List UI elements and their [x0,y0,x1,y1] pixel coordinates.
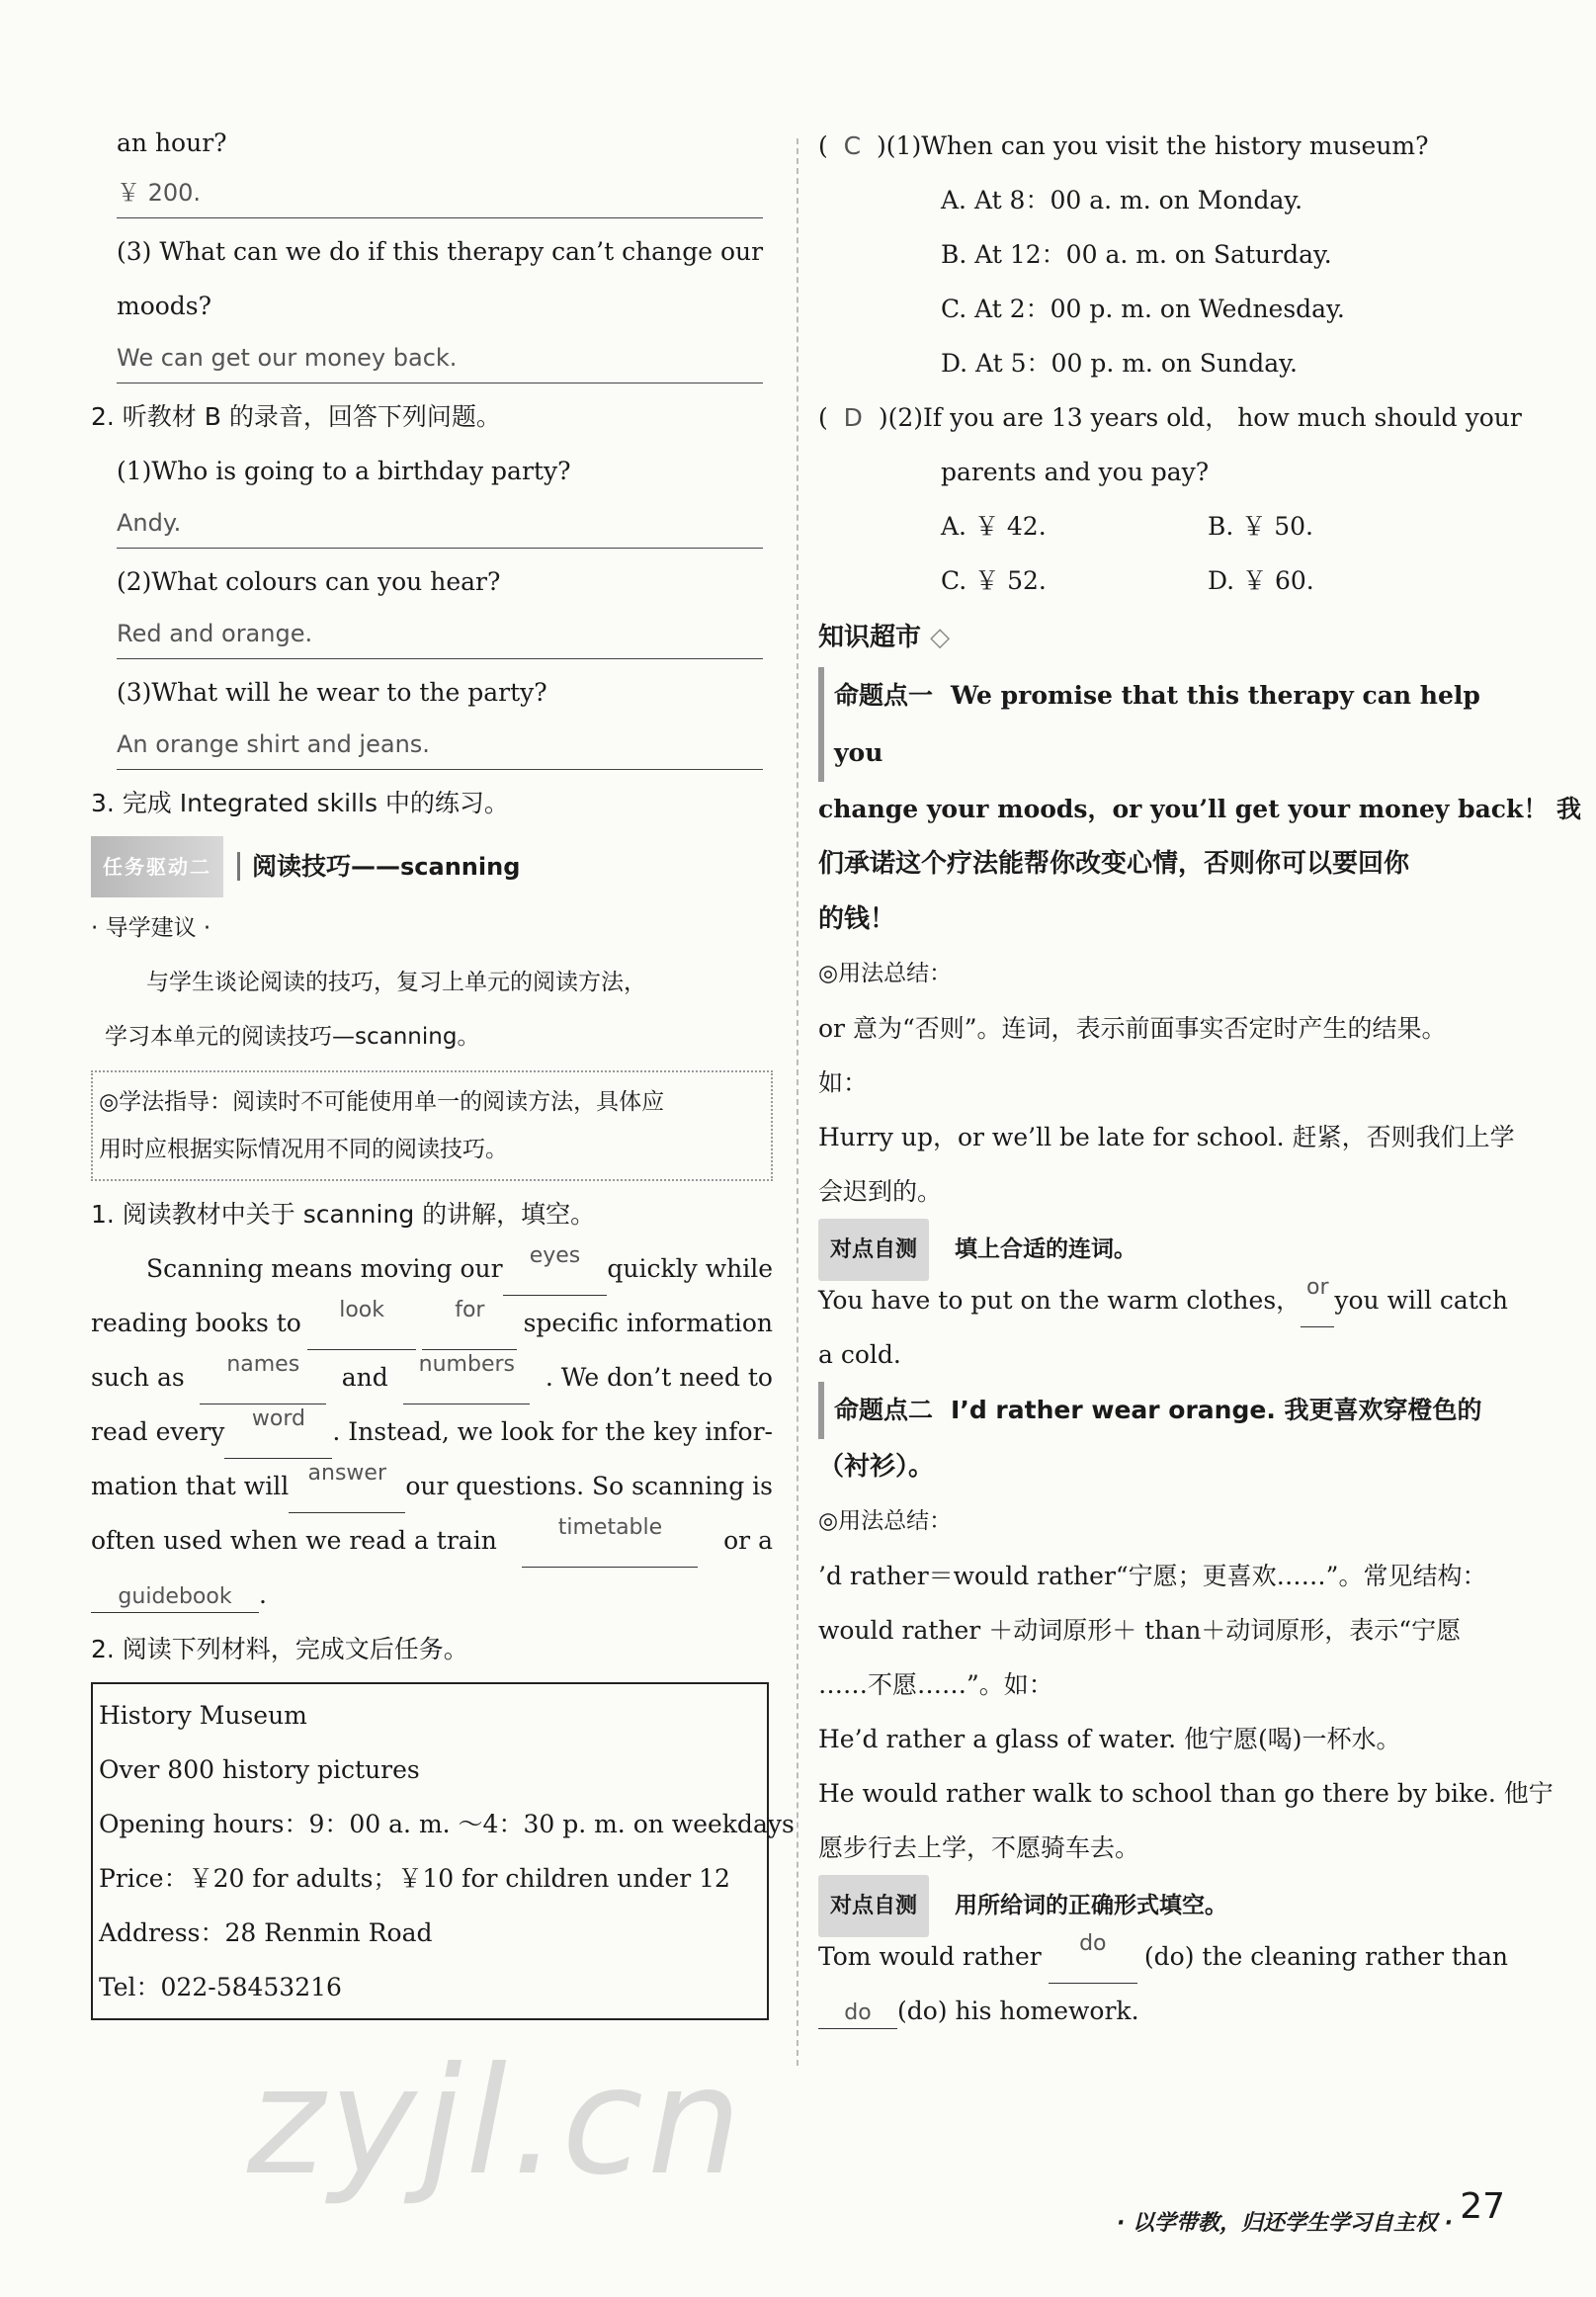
passage-text: specific information [523,1309,773,1337]
passage-text: Tom would rather [818,1942,1042,1971]
knowledge-heading [818,608,1508,667]
point-tag: 命题点二 [834,1396,934,1424]
usage-text: or 意为“否则”。连词，表示前面事实否定时产生的结果。 [818,1014,1447,1043]
passage-text: reading books to [91,1309,301,1337]
question-text: (3) What can we do if this therapy can’t change our [117,237,764,266]
usage-text: ……不愿……”。如： [818,1670,1053,1699]
passage-line [91,1513,773,1568]
question-text: (2)If you are 13 years old， how much should your [887,403,1522,432]
question-text: parents and you pay? [941,458,1210,486]
passage-text: mation that will [91,1472,290,1500]
usage-text: 会迟到的。 [818,1177,943,1206]
task-title-cn: 阅读技巧—— [252,852,401,881]
passage-text: . [259,1580,267,1609]
mc-option: B. At 12：00 a. m. on Saturday. [941,240,1332,269]
fill-blank: answer [289,1459,405,1513]
passage-text: such as [91,1363,185,1392]
question-text: moods? [117,292,212,320]
passage-text: (do) his homework. [897,1997,1139,2025]
point-text: （衬衫）。 [818,1452,935,1482]
selftest-line [818,1984,1508,2038]
passage-text: . Instead, we look for the key infor- [332,1417,773,1446]
right-column [818,128,1582,2038]
selftest-row [818,1219,1508,1273]
knowledge-heading-text: 知识超市 [818,623,922,652]
museum-line: Price：￥20 for adults；￥10 for children under 12 [99,1864,730,1893]
answer-line: An orange shirt and jeans. [117,720,763,770]
answer-letter: C [843,131,862,160]
passage-line [91,1350,773,1404]
point-two [818,1382,1508,1439]
fill-blank: for [422,1296,517,1350]
usage-text: would rather ＋动词原形＋ than＋动词原形，表示“宁愿 [818,1616,1462,1645]
point-text: 们承诺这个疗法能帮你改变心情，否则你可以要回你 [818,849,1410,879]
point-one [818,667,1508,782]
mc-question: ( C )(1)When can you visit the history museum? [818,131,1429,160]
selftest-badge: 对点自测 [818,1875,929,1937]
mc-option-row [818,499,1508,553]
watermark: zyjl.cn [247,2036,746,2208]
usage-text: He would rather walk to school than go there by bike. 他宁 [818,1779,1554,1808]
fill-blank: do [1049,1929,1137,1984]
answer-line: Andy. [117,498,763,549]
fill-blank: eyes [503,1241,608,1296]
selftest-line [818,1273,1508,1327]
question-text: (1)Who is going to a birthday party? [117,457,571,485]
fill-blank: names [200,1350,326,1404]
passage-line [91,1241,773,1296]
passage-text: or a [723,1526,773,1555]
mc-question: ( D )(2)If you are 13 years old， how much should your [818,403,1522,432]
usage-text: 愿步行去上学，不愿骑车去。 [818,1833,1140,1862]
mc-option: D. At 5：00 p. m. on Sunday. [941,349,1298,378]
mc-option: A. ￥ 42. [941,512,1047,541]
selftest-row [818,1875,1508,1929]
task-title-en: scanning [400,853,521,881]
passage-text: our questions. So scanning is [405,1472,773,1500]
fill-blank: word [224,1404,332,1459]
mc-option: A. At 8：00 a. m. on Monday. [941,186,1303,214]
selftest-instruction: 填上合适的连词。 [955,1236,1137,1262]
question-text: (1)When can you visit the history museum? [885,131,1429,160]
usage-heading: ◎用法总结： [818,961,953,986]
selftest-line [818,1929,1508,1984]
passage-text: and [341,1363,388,1392]
passage-text: quickly while [607,1254,773,1283]
mc-option: B. ￥ 50. [1208,512,1313,541]
footer-motto: · 以学带教，归还学生学习自主权 · [1116,2211,1453,2236]
passage-text: often used when we read a train [91,1526,497,1555]
passage-text: You have to put on the warm clothes， [818,1286,1302,1315]
passage-text: . We don’t need to [545,1363,773,1392]
selftest-line: a cold. [818,1340,901,1369]
method-text: 用时应根据实际情况用不同的阅读技巧。 [99,1137,508,1162]
left-column [91,128,795,2020]
page-number: 27 [1460,2186,1505,2227]
museum-info-box [91,1682,795,2020]
task-tag: 任务驱动二 [91,836,223,897]
mc-option: C. At 2：00 p. m. on Wednesday. [941,295,1345,323]
exercise-title: 2. 阅读下列材料，完成文后任务。 [91,1635,468,1663]
fill-blank: guidebook [91,1582,259,1613]
guide-text: 学习本单元的阅读技巧—scanning。 [105,1024,480,1050]
fill-blank: numbers [403,1350,530,1404]
passage-text: Scanning means moving our [146,1254,503,1283]
usage-text: He’d rather a glass of water. 他宁愿(喝)一杯水。 [818,1725,1401,1753]
fill-blank: do [818,1999,897,2029]
fill-blank: or [1301,1273,1334,1327]
museum-line: Opening hours：9：00 a. m. ～4：30 p. m. on weekdays [99,1810,795,1838]
point-tag: 命题点一 [834,681,934,710]
question-text: (2)What colours can you hear? [117,567,501,596]
passage-text: (do) the cleaning rather than [1143,1942,1508,1971]
passage-text: you will catch [1334,1286,1508,1315]
diamond-icon: ◇ [930,623,951,652]
exercise-title: 2. 听教材 B 的录音，回答下列问题。 [91,402,501,431]
guide-heading: · 导学建议 · [91,915,211,941]
usage-text: Hurry up，or we’ll be late for school. 赶紧，否则我们上学 [818,1123,1515,1151]
passage-text: read every [91,1417,225,1446]
answer-line: ￥ 200. [117,168,763,218]
exercise-title: 1. 阅读教材中关于 scanning 的讲解，填空。 [91,1200,596,1229]
question-text: an hour? [117,128,227,157]
point-text: We promise that this therapy can help you [834,681,1480,767]
answer-line: Red and orange. [117,609,763,659]
column-divider [797,138,798,2066]
mc-option-row [818,553,1508,608]
museum-line: Address：28 Renmin Road [99,1918,433,1947]
method-box [91,1070,773,1181]
usage-heading: ◎用法总结： [818,1508,953,1534]
passage-line [91,1568,773,1622]
task-title [237,852,520,881]
question-text: (3)What will he wear to the party? [117,678,547,707]
selftest-badge: 对点自测 [818,1219,929,1281]
museum-line: Tel：022-58453216 [99,1973,342,2001]
answer-letter: D [843,403,863,432]
point-text: change your moods，or you’ll get your money back！ 我 [818,795,1582,823]
museum-line: Over 800 history pictures [99,1755,420,1784]
usage-text: 如： [818,1068,869,1097]
fill-blank: timetable [522,1513,698,1568]
passage-line [91,1296,773,1350]
usage-text: ’d rather＝would rather“宁愿；更喜欢……”。常见结构： [818,1562,1487,1590]
method-text: ◎学法指导：阅读时不可能使用单一的阅读方法，具体应 [99,1089,665,1115]
selftest-instruction: 用所给词的正确形式填空。 [955,1893,1228,1918]
exercise-title: 3. 完成 Integrated skills 中的练习。 [91,789,509,817]
point-text: I’d rather wear orange. 我更喜欢穿橙色的 [951,1396,1482,1424]
passage-line [91,1459,773,1513]
museum-line: History Museum [99,1701,307,1730]
mc-option: D. ￥ 60. [1208,566,1314,595]
mc-option: C. ￥ 52. [941,566,1047,595]
fill-blank: look [307,1296,416,1350]
point-text: 的钱！ [818,904,896,934]
guide-text: 与学生谈论阅读的技巧，复习上单元的阅读方法， [146,970,646,995]
task-header [91,836,773,897]
passage-line [91,1404,773,1459]
answer-line: We can get our money back. [117,333,763,383]
